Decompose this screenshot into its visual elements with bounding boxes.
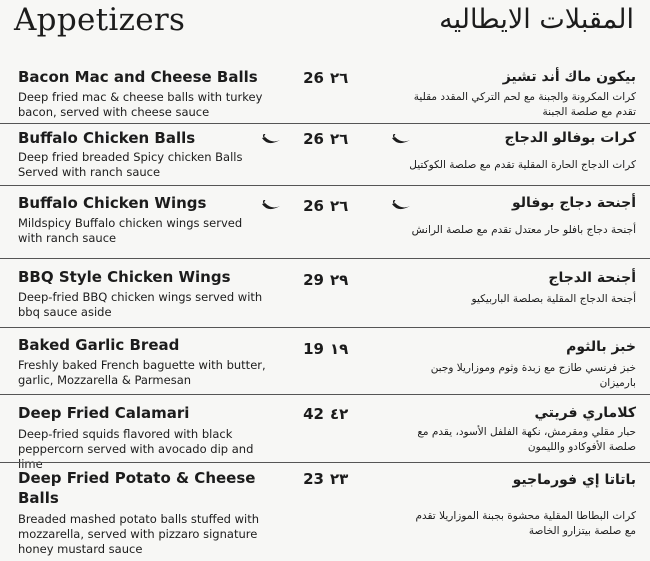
item-name: BBQ Style Chicken Wings (18, 268, 231, 286)
item-description: Freshly baked French baguette with butter, garlic, Mozzarella & Parmesan (18, 358, 266, 387)
item-price: 19 (303, 340, 324, 358)
item-description: Deep fried mac & cheese balls with turkey bacon, served with cheese sauce (18, 90, 263, 119)
divider (0, 185, 650, 186)
divider (0, 462, 650, 463)
chili-pepper-icon (390, 134, 412, 148)
item-name: Baked Garlic Bread (18, 336, 180, 354)
item-description-arabic: حبار مقلي ومقرمش، نكهة الفلفل الأسود، يقدم مع صلصة الأفوكادو والليمون (417, 426, 636, 453)
item-name: Deep Fried Potato & Cheese Balls (18, 469, 256, 507)
item-description-arabic: كرات البطاطا المقلية محشوة بجبنة الموزاريلا تقدم مع صلصة بيتزارو الخاصة (415, 510, 636, 537)
chili-pepper-icon (260, 200, 282, 214)
item-price: 26 (303, 130, 324, 148)
item-description: Mildspicy Buffalo chicken wings served with ranch sauce (18, 216, 243, 245)
item-description-arabic: كرات المكرونة والجبنة مع لحم التركي المقدد مقلية تقدم مع صلصة الجبنة (413, 91, 636, 118)
item-price-arabic: ٢٦ (330, 130, 349, 148)
divider (0, 327, 650, 328)
item-price-arabic: ١٩ (330, 340, 349, 358)
chili-pepper-icon (390, 200, 412, 214)
chili-pepper-icon (260, 134, 282, 148)
item-name-arabic: أجنحة الدجاج (548, 270, 636, 286)
page-title-arabic: المقبلات الايطاليه (439, 4, 634, 35)
item-price-arabic: ٢٦ (330, 197, 349, 215)
item-name-arabic: باتاتا إي فورماجيو (512, 472, 636, 488)
item-name: Bacon Mac and Cheese Balls (18, 68, 258, 86)
item-price-arabic: ٢٩ (330, 271, 349, 289)
item-name-arabic: بيكون ماك أند تشيز (502, 69, 636, 85)
item-price-arabic: ٢٦ (330, 69, 349, 87)
item-name: Buffalo Chicken Wings (18, 194, 207, 212)
item-price: 42 (303, 405, 324, 423)
item-description-arabic: خبز فرنسي طازج مع زبدة وثوم وموزاريلا وجبن بارميزان (430, 362, 636, 389)
item-description-arabic: أجنحة الدجاج المقلية بصلصة الباربيكيو (471, 293, 636, 305)
item-description: Deep-fried squids flavored with black peppercorn served with avocado dip and lime (18, 427, 254, 471)
divider (0, 123, 650, 124)
divider (0, 258, 650, 259)
item-description-arabic: أجنحة دجاج بافلو حار معتدل تقدم مع صلصة الرانش (411, 224, 636, 236)
item-price: 26 (303, 69, 324, 87)
item-name-arabic: كرات بوفالو الدجاج (504, 130, 636, 146)
item-price: 26 (303, 197, 324, 215)
item-price-arabic: ٤٢ (330, 405, 349, 423)
item-price: 29 (303, 271, 324, 289)
item-name: Deep Fried Calamari (18, 404, 190, 422)
item-description: Deep fried breaded Spicy chicken Balls Served with ranch sauce (18, 150, 243, 179)
item-name-arabic: كلاماري فريتي (534, 405, 636, 421)
item-description: Deep-fried BBQ chicken wings served with bbq sauce aside (18, 290, 263, 319)
item-price-arabic: ٢٣ (330, 470, 349, 488)
item-price: 23 (303, 470, 324, 488)
item-name: Buffalo Chicken Balls (18, 129, 196, 147)
item-description-arabic: كرات الدجاج الحارة المقلية تقدم مع صلصة الكوكتيل (409, 159, 636, 171)
item-description: Breaded mashed potato balls stuffed with mozzarella, served with pizzaro signature honey mustard sauce (18, 512, 259, 556)
divider (0, 394, 650, 395)
item-name-arabic: خبز بالثوم (566, 339, 636, 355)
page-title: Appetizers (14, 2, 186, 38)
item-name-arabic: أجنحة دجاج بوفالو (511, 195, 636, 211)
